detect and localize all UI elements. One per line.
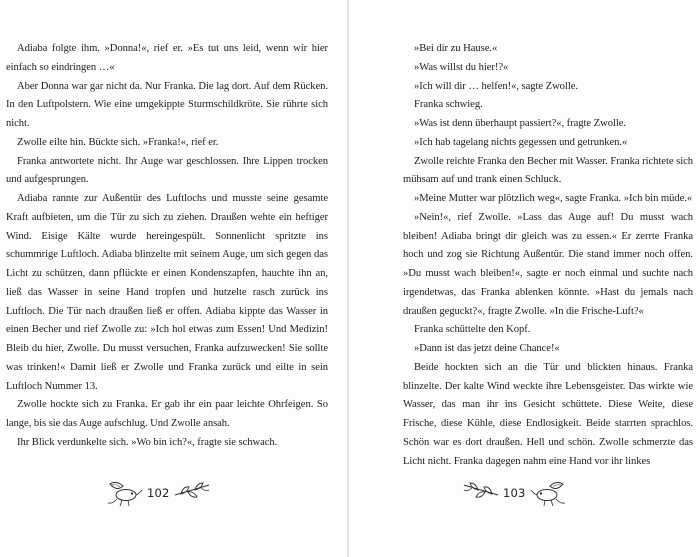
paragraph: »Was ist denn überhaupt passiert?«, fragte Zwolle. — [414, 118, 626, 129]
right-page-footer — [462, 476, 567, 510]
paragraph: »Was willst du hier!?« — [414, 61, 509, 73]
winged-creature-icon — [106, 478, 144, 508]
paragraph: »Dann ist das jetzt deine Chance!« — [414, 343, 560, 354]
paragraph: Franka schwieg. — [414, 99, 483, 111]
page-number: 103 — [503, 486, 526, 500]
paragraph: Adiaba folgte ihm. »Donna!«, rief er. »Es tut uns leid, wenn wir hier einfach so eindringen …« — [6, 43, 328, 73]
paragraph: »Bei dir zu Hause.« — [414, 43, 498, 54]
paragraph: Zwolle reichte Franka den Becher mit Wasser. Franka richtete sich mühsam auf und trank einen Schluck. — [403, 155, 693, 186]
right-page-text — [403, 40, 693, 471]
left-page — [0, 0, 348, 557]
leaf-sprig-icon — [173, 478, 211, 508]
paragraph: »Ich hab tagelang nichts gegessen und getrunken.« — [414, 136, 628, 148]
right-page — [349, 0, 697, 557]
paragraph: Zwolle eilte hin. Bückte sich. »Franka!«, rief er. — [17, 136, 219, 148]
paragraph: Beide hockten sich an die Tür und blickten hinaus. Franka blinzelte. Der kalte Wind weckte ihre Lebensgeister. Das wirkte wie Wasser, das man ihr ins Gesicht schüttete. Diese Weite, diese Frische, diese Kühle, diese Endlosigkeit. Beide starrten sprachlos. Schön war es dort draußen. Hell und schön. Zwolle schmerzte das Licht nicht. Franka dagegen nahm eine Hand vor ihr linkes — [403, 361, 693, 467]
paragraph: Ihr Blick verdunkelte sich. »Wo bin ich?«, fragte sie schwach. — [17, 436, 278, 448]
paragraph: »Ich will dir … helfen!«, sagte Zwolle. — [414, 80, 578, 92]
left-page-text — [6, 40, 328, 453]
paragraph: Franka schüttelte den Kopf. — [414, 324, 531, 336]
paragraph: »Nein!«, rief Zwolle. »Lass das Auge auf! Du musst wach bleiben! Adiaba bringt dir gleich was zu essen.« Er zerrte Franka hoch und zog sie Richtung Außentür. Die stand immer noch offen. »Du musst wach bleiben!«, sagte er noch einmal und suchte nach irgendetwas, das Franka ablenken könnte. »Hast du jemals nach draußen geguckt?«, fragte Zwolle. »In die Frische-Luft?« — [403, 211, 693, 317]
page-number: 102 — [147, 486, 170, 500]
leaf-sprig-icon — [462, 478, 500, 508]
paragraph: Franka antwortete nicht. Ihr Auge war geschlossen. Ihre Lippen trocken und aufgesprungen. — [6, 155, 328, 186]
paragraph: »Meine Mutter war plötzlich weg«, sagte Franka. »Ich bin müde.« — [414, 193, 693, 204]
paragraph: Aber Donna war gar nicht da. Nur Franka. Die lag dort. Auf dem Rücken. In den Luftpolstern. Wie eine umgekippte Sturmschildkröte. Sie rührte sich nicht. — [6, 80, 328, 129]
left-page-footer — [106, 476, 211, 510]
paragraph: Adiaba rannte zur Außentür des Luftlochs und musste seine gesamte Kraft aufbieten, um die Tür zu sich zu ziehen. Draußen wehte ein heftiger Wind. Eisige Kälte wurde hereingespült. Sonnenlicht spritzte ins schummrige Luftloch. Adiaba blinzelte mit seinem Auge, um sich gegen das Licht zu schützen, dann pflückte er einen Kondenszapfen, hauchte ihn an, ließ das Wasser in seine Hand tropfen und hutzelte rasch zurück ins Luftloch. Die Tür nach draußen ließ er offen. Adiaba kippte das Wasser in einen Becher und rief Zwolle zu: »Ich hol etwas zum Essen! Und Medizin! Bleib du hier, Zwolle. Du musst versuchen, Franka aufzuwecken! Sie sollte was trinken!« Damit ließ er Zwolle und Franka zurück und eilte in sein Luftloch Nummer 13. — [6, 193, 328, 392]
paragraph: Zwolle hockte sich zu Franka. Er gab ihr ein paar leichte Ohrfeigen. So lange, bis sie das Auge aufschlug. Und Zwolle ansah. — [6, 399, 328, 429]
winged-creature-icon — [529, 478, 567, 508]
